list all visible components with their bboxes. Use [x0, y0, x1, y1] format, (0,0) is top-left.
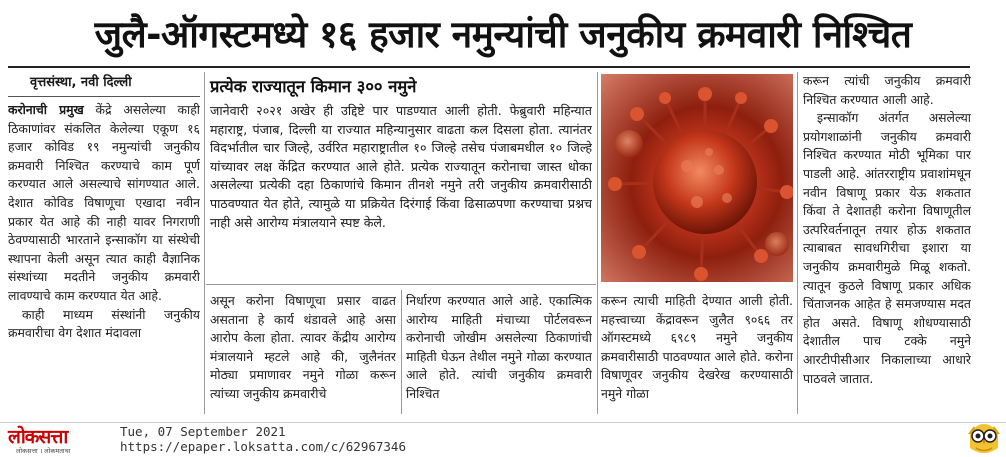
box-subhead: प्रत्येक राज्यातून किमान ३०० नमुने: [210, 77, 417, 96]
column-divider: [797, 72, 798, 414]
publication-date: Tue, 07 September 2021: [120, 424, 286, 439]
column-divider: [204, 72, 205, 414]
column-divider: [401, 290, 402, 414]
byline: वृत्तसंस्था, नवी दिल्ली: [30, 75, 132, 90]
headline: जुलै-ऑगस्टमध्ये १६ हजार नमुन्यांची जनुकीय क्रमवारी निश्चित: [94, 13, 912, 56]
col3-text: निर्धारण करण्यात आले आहे. एकात्मिक आरोग्य माहिती मंचाच्या पोर्टलवरून करोनाची जोखीम असलेल्या ठिकाणांची माहिती घेऊन तेथील नमुने गोळा करण्यात आले होते. त्यांची जनुकीय क्रमवारी निश्चित: [406, 293, 592, 401]
column-5: [803, 72, 971, 414]
coronavirus-icon: [601, 74, 793, 282]
col1-paragraph-1: [8, 101, 200, 306]
box-text: जानेवारी २०२१ अखेर ही उद्दिष्टे पार पाडण्यात आली होती. फेब्रुवारी महिन्यात महाराष्ट्र, पंजाब, दिल्ली या राज्यात महिन्यानुसार वाढता कल दिसला होता. त्यानंतर विदर्भातील चार जिल्हे, उर्वरित महाराष्ट्रातील १० जिल्हे तसेच पंजाबमधील १० जिल्हे यांच्यावर लक्ष केंद्रित करण्यात आले होते. प्रत्येक राज्यातून करोनाचा जास्त धोका असलेल्या प्रत्येकी दहा ठिकाणांचे किमान तीनशे नमुने तरी जनुकीय क्रमवारीसाठी पाठवण्यात येत होते, त्यामुळे या प्रक्रियेत दिरंगाई किंवा ढिसाळपणा करण्याचा प्रश्नच नाही असे आरोग्य मंत्रालयाने स्पष्ट केले.: [210, 103, 592, 230]
byline-divider: [8, 96, 200, 97]
col4-text: करून त्याची माहिती देण्यात आली होती. महत्त्वाच्या केंद्रावरून जुलैत ९०६६ तर ऑगस्टमध्ये ६९८९ नमुने जनुकीय क्रमवारीसाठी पाठवण्यात आले होते. करोना विषाणूवर जनुकीय देखरेख करण्यासाठी नमुने गोळा: [601, 293, 793, 401]
column-2: [210, 292, 396, 414]
column-1: [8, 101, 200, 413]
epaper-url[interactable]: https://epaper.loksatta.com/c/62967346: [120, 439, 406, 454]
logo-tagline: लोकसत्ता । लोकमताचा: [16, 447, 71, 455]
col2-text: असून करोना विषाणूचा प्रसार वाढत असताना हे कार्य थंडावले आहे असा आरोप केला होता. त्यावर केंद्रीय आरोग्य मंत्रालयाने म्हटले आहे की, जुलैनंतर मोठ्या प्रमाणावर नमुने गोळा करून त्यांच्या जनुकीय क्रमवारीचे: [210, 293, 396, 401]
lead-phrase: करोनाची प्रमुख: [8, 102, 84, 117]
loksatta-logo: लोकसत्ता: [8, 426, 68, 448]
col5-paragraph-2: इन्साकॉग अंतर्गत असलेल्या प्रयोगशाळांनी जनुकीय क्रमवारी निश्चित करण्यात मोठी भूमिका पार पाडली आहे. आंतरराष्ट्रीय प्रवाशांमधून नवीन विषाणू प्रकार येऊ शकतात किंवा ते देशातही करोना विषाणूतील उत्परिवर्तनातून तयार होऊ शकतात त्याबाबत सावधगिरीचा इशारा या जनुकीय क्रमवारीमुळे मिळू शकतो. त्यातून कुठले विषाणू प्रकार अधिक चिंताजनक आहेत हे समजण्यास मदत होत असते. विषाणू शोधण्यासाठी देशातील पाच टक्के नमुने आरटीपीसीआर निकालाच्या आधारे पाठवले जातात.: [803, 110, 971, 386]
col5-paragraph-1: करून त्यांची जनुकीय क्रमवारी निश्चित करण्यात आली आहे.: [803, 73, 971, 107]
col1-text-1: केंद्रे असलेल्या काही ठिकाणांवर संकलित केलेल्या एकूण १६ हजार कोविड १९ नमुन्यांची जनुकीय क्रमवारी निश्चित करण्याचे काम पूर्ण करण्यात आले असल्याचे सांगण्यात आले. देशात कोविड विषाणूचा एखादा नवीन प्रकार येत आहे की नाही यावर निगराणी ठेवण्यासाठी भारताने इन्साकॉग या संस्थेची स्थापना केली असून त्यात काही वैज्ञानिक संस्थांच्या मदतीने जनुकीय क्रमवारी लावण्याचे काम करण्यात येत आहे.: [8, 102, 200, 303]
footer-divider: [0, 422, 1006, 423]
column-4: [601, 292, 793, 414]
owl-icon: [966, 418, 1002, 456]
column-3: [406, 292, 592, 414]
box-bottom-rule: [206, 284, 596, 285]
headline-rule: [8, 66, 970, 68]
coronavirus-image: [601, 74, 793, 282]
box-body: [210, 102, 592, 278]
col1-paragraph-2: काही माध्यम संस्थांनी जनुकीय क्रमवारीचा वेग देशात मंदावला: [8, 306, 200, 341]
column-divider: [597, 72, 598, 414]
